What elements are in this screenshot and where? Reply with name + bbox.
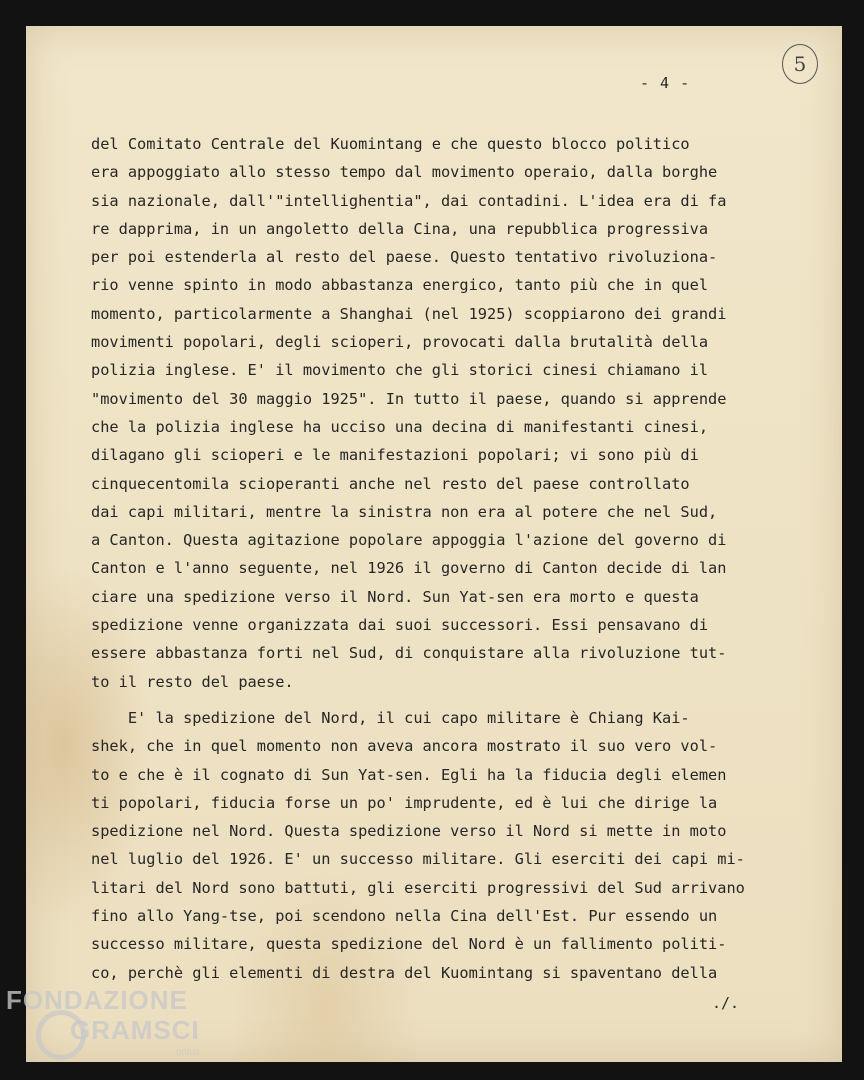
text-line: spedizione venne organizzata dai suoi successori. Essi pensavano di: [91, 616, 709, 635]
text-line: fino allo Yang-tse, poi scendono nella Cina dell'Est. Pur essendo un: [91, 907, 718, 926]
text-line: polizia inglese. E' il movimento che gli storici cinesi chiamano il: [91, 361, 709, 380]
text-line: "movimento del 30 maggio 1925". In tutto il paese, quando si apprende: [91, 389, 727, 408]
text-line: cinquecentomila scioperanti anche nel resto del paese controllato: [91, 474, 690, 493]
text-line: era appoggiato allo stesso tempo dal movimento operaio, dalla borghe: [91, 163, 718, 182]
text-line: sia nazionale, dall'"intellighentia", dai contadini. L'idea era di fa: [91, 191, 727, 210]
text-line: momento, particolarmente a Shanghai (nel 1925) scoppiarono dei grandi: [91, 304, 727, 323]
text-line: re dapprima, in un angoletto della Cina, una repubblica progressiva: [91, 219, 709, 238]
text-line: ti popolari, fiducia forse un po' imprudente, ed è lui che dirige la: [91, 793, 718, 812]
text-line: to il resto del paese.: [91, 672, 294, 691]
text-line: che la polizia inglese ha ucciso una decina di manifestanti cinesi,: [91, 417, 709, 436]
watermark-title: FONDAZIONE: [6, 985, 188, 1015]
watermark-subtitle: GRAMSCI: [70, 1015, 200, 1045]
text-line: per poi estenderla al resto del paese. Questo tentativo rivoluziona-: [91, 248, 718, 267]
text-line: spedizione nel Nord. Questa spedizione verso il Nord si mette in moto: [91, 822, 727, 841]
continuation-mark: ./.: [712, 994, 740, 1012]
text-line: a Canton. Questa agitazione popolare appoggia l'azione del governo di: [91, 531, 727, 550]
text-line: dai capi militari, mentre la sinistra non era al potere che nel Sud,: [91, 502, 718, 521]
text-line: del Comitato Centrale del Kuomintang e che questo blocco politico: [91, 135, 690, 153]
text-line: Canton e l'anno seguente, nel 1926 il governo di Canton decide di lan: [91, 559, 727, 578]
text-line: litari del Nord sono battuti, gli eserciti progressivi del Sud arrivano: [91, 878, 745, 897]
watermark-tag: onlus: [176, 1047, 200, 1058]
text-line: essere abbastanza forti nel Sud, di conquistare alla rivoluzione tut-: [91, 644, 727, 663]
typed-body-text: [91, 130, 791, 987]
text-line: successo militare, questa spedizione del Nord è un fallimento politi-: [91, 935, 727, 954]
text-line: co, perchè gli elementi di destra del Kuomintang si spaventano della: [91, 963, 718, 982]
text-line: ciare una spedizione verso il Nord. Sun Yat-sen era morto e questa: [91, 587, 699, 606]
text-line: rio venne spinto in modo abbastanza energico, tanto più che in quel: [91, 276, 709, 295]
page-number: - 4 -: [640, 74, 691, 92]
text-line: shek, che in quel momento non aveva ancora mostrato il suo vero vol-: [91, 737, 718, 756]
text-line: E' la spedizione del Nord, il cui capo militare è Chiang Kai-: [91, 708, 690, 727]
paragraph-gap: [91, 696, 791, 704]
archive-stamp-number: 5: [782, 44, 818, 84]
text-line: to e che è il cognato di Sun Yat-sen. Egli ha la fiducia degli elemen: [91, 765, 727, 784]
text-line: dilagano gli scioperi e le manifestazioni popolari; vi sono più di: [91, 446, 699, 465]
text-line: nel luglio del 1926. E' un successo militare. Gli eserciti dei capi mi-: [91, 850, 745, 869]
text-line: movimenti popolari, degli scioperi, provocati dalla brutalità della: [91, 333, 709, 352]
